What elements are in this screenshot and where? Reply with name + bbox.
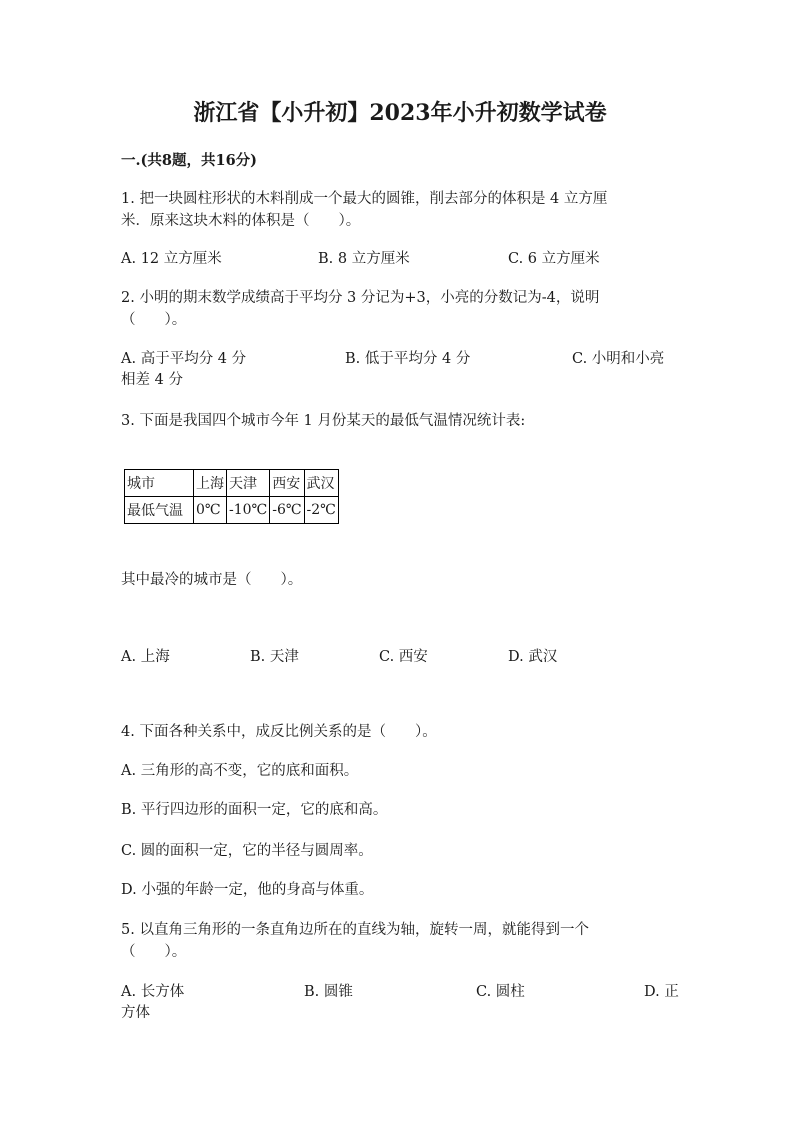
q2-option-c-wrap: 相差 4 分 (121, 372, 183, 388)
q2-option-c: C. 小明和小亮 (572, 351, 665, 367)
q2-text-line1: 2. 小明的期末数学成绩高于平均分 3 分记为+3，小亮的分数记为-4，说明 (121, 290, 600, 306)
table-cell: 最低气温 (125, 497, 194, 524)
q3-option-c: C. 西安 (379, 649, 428, 665)
q5-option-d-wrap: 方体 (121, 1005, 150, 1021)
table-cell: 天津 (227, 470, 270, 497)
section-heading: 一.(共8题，共16分) (121, 152, 258, 169)
temperature-table (124, 469, 339, 524)
q2-text-line2: （ ）。 (121, 312, 187, 328)
q4-option-a: A. 三角形的高不变，它的底和面积。 (121, 763, 359, 779)
q5-option-b: B. 圆锥 (304, 984, 353, 1000)
q5-option-c: C. 圆柱 (476, 984, 525, 1000)
q3-question: 其中最冷的城市是（ ）。 (121, 572, 303, 588)
q5-option-a: A. 长方体 (121, 984, 185, 1000)
q1-option-a: A. 12 立方厘米 (121, 251, 222, 267)
q2-option-a: A. 高于平均分 4 分 (121, 351, 247, 367)
q3-option-d: D. 武汉 (508, 649, 558, 665)
q4-option-d: D. 小强的年龄一定，他的身高与体重。 (121, 882, 374, 898)
table-cell: 武汉 (304, 470, 338, 497)
q1-text-line1: 1. 把一块圆柱形状的木料削成一个最大的圆锥，削去部分的体积是 4 立方厘 (121, 191, 608, 207)
q4-text-line1: 4. 下面各种关系中，成反比例关系的是（ ）。 (121, 724, 437, 740)
q3-text-line1: 3. 下面是我国四个城市今年 1 月份某天的最低气温情况统计表: (121, 413, 526, 429)
q5-option-d: D. 正 (644, 984, 679, 1000)
table-cell: -10℃ (227, 497, 270, 524)
table-cell: -2℃ (304, 497, 338, 524)
table-cell: 城市 (125, 470, 194, 497)
q2-option-b: B. 低于平均分 4 分 (345, 351, 471, 367)
q4-option-c: C. 圆的面积一定，它的半径与圆周率。 (121, 843, 373, 859)
page-title: 浙江省【小升初】2023年小升初数学试卷 (193, 100, 607, 126)
q5-text-line1: 5. 以直角三角形的一条直角边所在的直线为轴，旋转一周，就能得到一个 (121, 922, 589, 938)
q5-text-line2: （ ）。 (121, 944, 187, 960)
table-cell: 西安 (270, 470, 304, 497)
table-cell: 0℃ (194, 497, 227, 524)
q1-option-b: B. 8 立方厘米 (318, 251, 410, 267)
q1-option-c: C. 6 立方厘米 (508, 251, 600, 267)
table-header-row (125, 470, 339, 497)
q4-option-b: B. 平行四边形的面积一定，它的底和高。 (121, 802, 388, 818)
table-cell: 上海 (194, 470, 227, 497)
q1-text-line2: 米．原来这块木料的体积是（ ）。 (121, 213, 361, 229)
table-row (125, 497, 339, 524)
q3-option-b: B. 天津 (250, 649, 299, 665)
table-cell: -6℃ (270, 497, 304, 524)
q3-option-a: A. 上海 (121, 649, 170, 665)
